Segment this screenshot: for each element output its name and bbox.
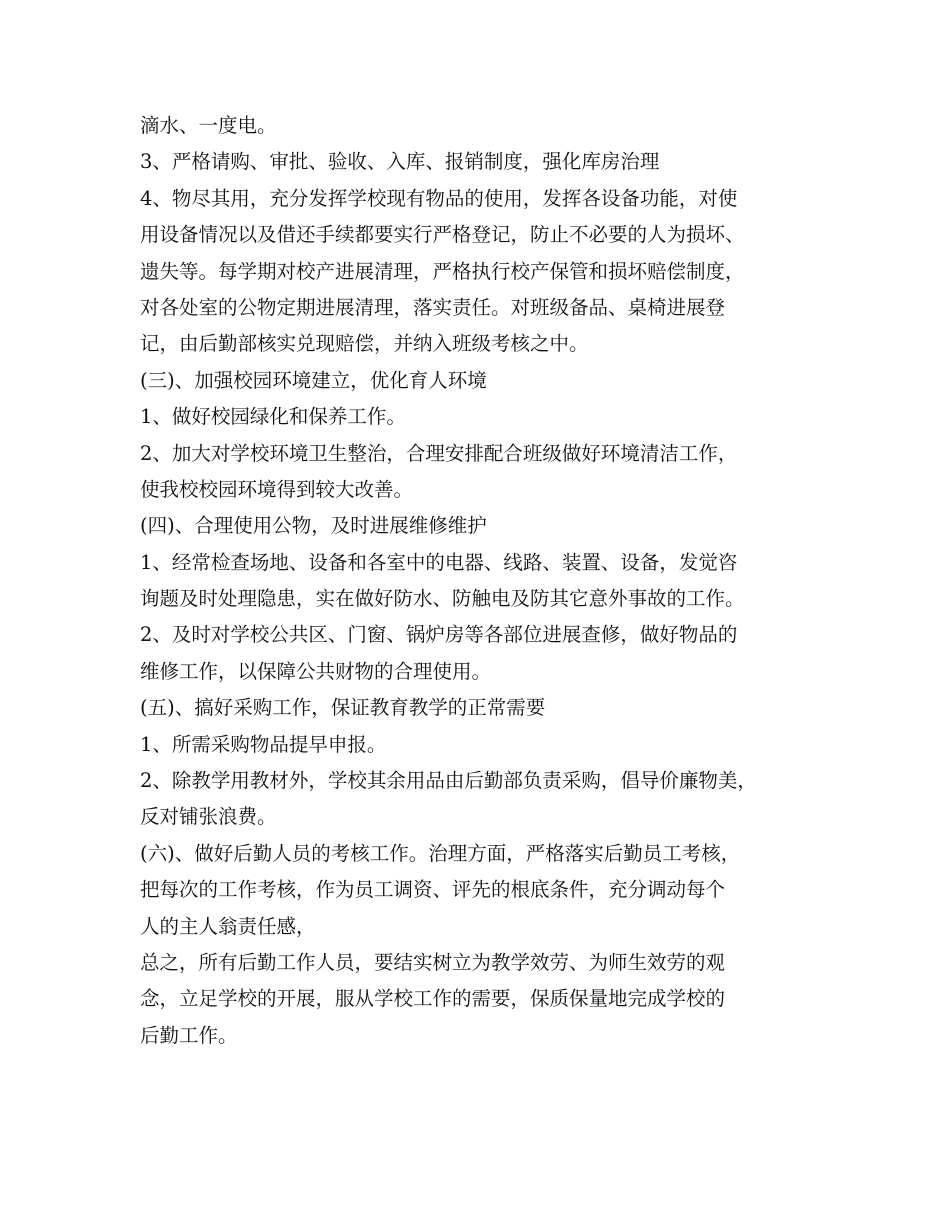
text-line: 2、及时对学校公共区、门窗、锅炉房等各部位进展查修，做好物品的 <box>140 623 738 647</box>
section-heading: (三)、加强校园环境建立，优化育人环境 <box>140 368 487 392</box>
text-line: 人的主人翁责任感， <box>140 914 316 938</box>
text-line: 维修工作，以保障公共财物的合理使用。 <box>140 659 492 683</box>
text-line: 使我校校园环境得到较大改善。 <box>140 477 414 501</box>
text-line: 1、所需采购物品提早申报。 <box>140 732 387 756</box>
text-line: 2、加大对学校环境卫生整治，合理安排配合班级做好环境清洁工作， <box>140 441 738 465</box>
text-line: 3、严格请购、审批、验收、入库、报销制度，强化库房治理 <box>140 150 660 174</box>
text-line: 1、做好校园绿化和保养工作。 <box>140 405 406 429</box>
text-line: 遗失等。每学期对校产进展清理，严格执行校产保管和损坏赔偿制度， <box>140 259 745 283</box>
text-line: 记，由后勤部核实兑现赔偿，并纳入班级考核之中。 <box>140 332 589 356</box>
text-line: 滴水、一度电。 <box>140 114 277 137</box>
text-line: 把每次的工作考核，作为员工调资、评先的根底条件，充分调动每个 <box>140 878 726 902</box>
text-line: 对各处室的公物定期进展清理，落实责任。对班级备品、桌椅进展登 <box>140 295 726 319</box>
text-line: 反对铺张浪费。 <box>140 805 277 829</box>
text-line: 后勤工作。 <box>140 1023 238 1047</box>
text-line: 用设备情况以及借还手续都要实行严格登记，防止不必要的人为损坏、 <box>140 223 745 247</box>
text-line: 总之，所有后勤工作人员，要结实树立为教学效劳、为师生效劳的观 <box>140 950 726 974</box>
text-line: 2、除教学用教材外，学校其余用品由后勤部负责采购，倡导价廉物美， <box>140 769 757 793</box>
text-line: 念，立足学校的开展，服从学校工作的需要，保质保量地完成学校的 <box>140 987 726 1011</box>
text-line: 1、经常检查场地、设备和各室中的电器、线路、装置、设备，发觉咨 <box>140 550 738 574</box>
document-body <box>140 108 830 1054</box>
text-line: 4、物尽其用，充分发挥学校现有物品的使用，发挥各设备功能，对使 <box>140 186 738 210</box>
section-heading: (四)、合理使用公物，及时进展维修维护 <box>140 514 487 538</box>
text-line: 询题及时处理隐患，实在做好防水、防触电及防其它意外事故的工作。 <box>140 587 745 611</box>
section-heading: (六)、做好后勤人员的考核工作。治理方面，严格落实后勤员工考核， <box>140 841 741 865</box>
section-heading: (五)、搞好采购工作，保证教育教学的正常需要 <box>140 696 546 720</box>
